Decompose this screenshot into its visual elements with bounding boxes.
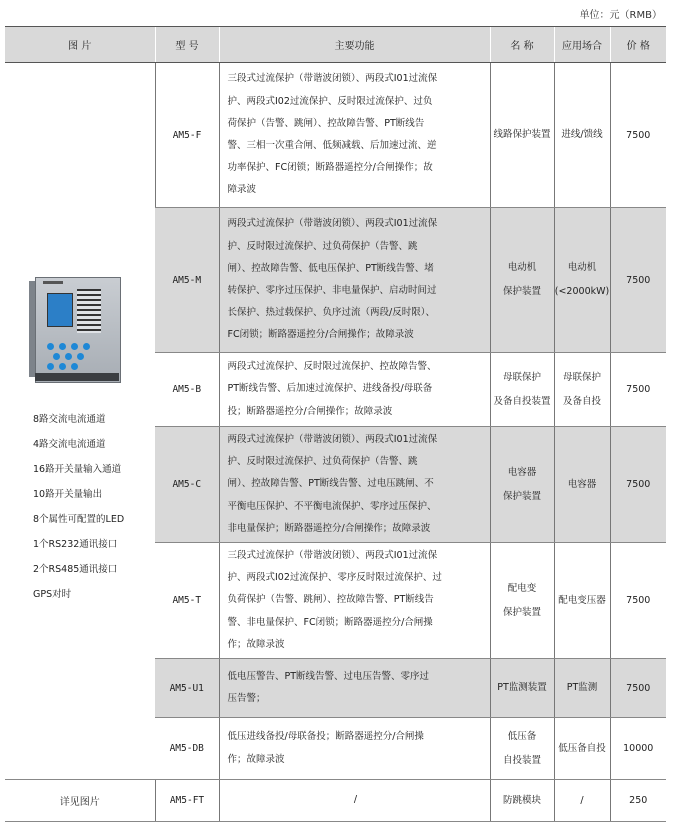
function-line: 负荷保护（告警、跳闸）、控故障告警、PT断线告 bbox=[227, 594, 434, 606]
application-line: 母联保护 bbox=[562, 371, 601, 383]
function-cell bbox=[219, 63, 490, 208]
function-line: 两段式过流保护（带谐波闭锁）、两段式I01过流保 bbox=[227, 218, 438, 230]
application-cell bbox=[554, 780, 610, 822]
model-cell: AM5-B bbox=[155, 353, 219, 427]
name-line: 低压备 bbox=[507, 730, 537, 742]
function-line: 警、三相一次重合闸、低频减载、后加速过流、逆 bbox=[227, 140, 437, 151]
function-line: 三段式过流保护（带谐波闭锁）、两段式I01过流保 bbox=[227, 550, 438, 562]
feature-item: GPS对时 bbox=[33, 589, 72, 600]
price-cell: 10000 bbox=[610, 718, 666, 780]
price-cell: 7500 bbox=[610, 427, 666, 543]
function-line: 压告警； bbox=[227, 693, 266, 705]
header-func: 主要功能 bbox=[219, 27, 490, 63]
function-line: 闸）、控故障告警、PT断线告警、过电压跳闸、不 bbox=[227, 478, 434, 490]
name-line: 保护装置 bbox=[502, 490, 541, 502]
function-line: / bbox=[353, 794, 358, 806]
function-line: 非电量保护；断路器遥控分/合闸操作；故障录波 bbox=[227, 522, 431, 534]
function-line: 作；故障录波 bbox=[227, 638, 285, 650]
price-cell: 7500 bbox=[610, 659, 666, 718]
price-cell: 250 bbox=[610, 780, 666, 822]
function-line: 长保护、热过载保护、负序过流（两段/反时限）、 bbox=[227, 307, 435, 319]
application-line: PT监测 bbox=[566, 682, 598, 694]
header-name: 名 称 bbox=[490, 27, 554, 63]
application-line: 进线/馈线 bbox=[561, 129, 603, 140]
function-line: 障录波 bbox=[227, 184, 257, 196]
model-cell: AM5-FT bbox=[155, 780, 219, 822]
feature-item: 8个属性可配置的LED bbox=[33, 514, 125, 525]
price-cell: 7500 bbox=[610, 63, 666, 208]
function-line: PT断线告警、后加速过流保护、进线备投/母联备 bbox=[227, 383, 433, 395]
function-cell bbox=[219, 353, 490, 427]
application-cell bbox=[554, 543, 610, 659]
function-line: 投；断路器遥控分/合闸操作；故障录波 bbox=[227, 405, 393, 417]
name-line: 及备自投装置 bbox=[493, 395, 551, 407]
function-line: 护、两段式I02过流保护、反时限过流保护、过负 bbox=[227, 95, 433, 107]
function-cell bbox=[219, 718, 490, 780]
function-line: 低压进线备投/母联备投；断路器遥控分/合闸操 bbox=[227, 731, 424, 743]
model-cell: AM5-U1 bbox=[155, 659, 219, 718]
price-cell: 7500 bbox=[610, 543, 666, 659]
function-cell bbox=[219, 780, 490, 822]
header-price: 价 格 bbox=[610, 27, 666, 63]
unit-label: 单位：元（RMB） bbox=[579, 10, 662, 21]
name-cell bbox=[490, 659, 554, 718]
function-line: 功率保护、FC闭锁；断路器遥控分/合闸操作；故 bbox=[227, 162, 433, 174]
function-line: 两段式过流保护、反时限过流保护、控故障告警、 bbox=[227, 361, 437, 373]
function-cell bbox=[219, 543, 490, 659]
application-line: 及备自投 bbox=[562, 395, 601, 407]
feature-list bbox=[33, 407, 155, 607]
model-cell: AM5-DB bbox=[155, 718, 219, 780]
application-line: 配电变压器 bbox=[558, 594, 606, 606]
header-app: 应用场合 bbox=[554, 27, 610, 63]
name-cell bbox=[490, 427, 554, 543]
header-model: 型 号 bbox=[155, 27, 219, 63]
table-row bbox=[5, 780, 666, 822]
application-cell bbox=[554, 718, 610, 780]
name-line: 配电变 bbox=[507, 582, 537, 594]
name-line: PT监测装置 bbox=[497, 682, 547, 694]
application-line: 低压备自投 bbox=[558, 742, 606, 754]
name-cell bbox=[490, 780, 554, 822]
name-line: 线路保护装置 bbox=[493, 129, 551, 140]
feature-item: 10路开关量输出 bbox=[33, 489, 103, 500]
name-line: 电容器 bbox=[507, 466, 537, 478]
feature-item: 8路交流电流通道 bbox=[33, 414, 106, 425]
detail-label: 详见图片 bbox=[5, 780, 155, 822]
product-picture-cell bbox=[5, 63, 155, 780]
function-cell bbox=[219, 659, 490, 718]
function-line: 两段式过流保护（带谐波闭锁）、两段式I01过流保 bbox=[227, 434, 438, 445]
function-cell bbox=[219, 427, 490, 543]
name-line: 自投装置 bbox=[502, 754, 541, 766]
name-line: 保护装置 bbox=[502, 606, 541, 618]
feature-item: 1个RS232通讯接口 bbox=[33, 539, 118, 550]
name-cell bbox=[490, 353, 554, 427]
application-cell bbox=[554, 208, 610, 353]
name-cell bbox=[490, 543, 554, 659]
name-line: 防跳模块 bbox=[502, 794, 541, 806]
function-line: 低电压警告、PT断线告警、过电压告警、零序过 bbox=[227, 670, 430, 682]
feature-item: 16路开关量输入通道 bbox=[33, 464, 122, 475]
model-cell: AM5-F bbox=[155, 63, 219, 208]
model-cell: AM5-C bbox=[155, 427, 219, 543]
name-cell bbox=[490, 63, 554, 208]
header-pic: 图 片 bbox=[5, 27, 155, 63]
function-line: 作；故障录波 bbox=[227, 753, 285, 765]
function-line: 平衡电压保护、不平衡电流保护、零序过压保护、 bbox=[227, 500, 437, 512]
application-cell bbox=[554, 659, 610, 718]
table-row bbox=[5, 63, 666, 208]
price-table bbox=[5, 26, 666, 822]
name-line: 母联保护 bbox=[502, 371, 541, 383]
application-cell bbox=[554, 63, 610, 208]
relay-device-image bbox=[29, 273, 127, 383]
price-cell: 7500 bbox=[610, 353, 666, 427]
model-cell: AM5-M bbox=[155, 208, 219, 353]
function-line: 护、反时限过流保护、过负荷保护（告警、跳 bbox=[227, 240, 418, 252]
table-header bbox=[5, 27, 666, 63]
function-line: 护、反时限过流保护、过负荷保护（告警、跳 bbox=[227, 456, 418, 468]
function-line: FC闭锁；断路器遥控分/合闸操作；故障录波 bbox=[227, 329, 414, 341]
price-cell: 7500 bbox=[610, 208, 666, 353]
function-line: 闸）、控故障告警、低电压保护、PT断线告警、堵 bbox=[227, 262, 434, 274]
function-line: 护、两段式I02过流保护、零序反时限过流保护、过 bbox=[227, 572, 442, 584]
model-cell: AM5-T bbox=[155, 543, 219, 659]
name-line: 电动机 bbox=[507, 262, 537, 273]
function-line: 三段式过流保护（带谐波闭锁）、两段式I01过流保 bbox=[227, 73, 438, 85]
feature-item: 4路交流电流通道 bbox=[33, 439, 106, 450]
function-line: 荷保护（告警、跳闸）、控故障告警、PT断线告 bbox=[227, 117, 425, 129]
function-cell bbox=[219, 208, 490, 353]
application-line: (<2000kW) bbox=[554, 286, 610, 297]
application-line: 电容器 bbox=[567, 478, 597, 490]
application-line: 电动机 bbox=[567, 262, 597, 273]
application-line: / bbox=[580, 794, 584, 806]
name-line: 保护装置 bbox=[502, 286, 541, 297]
name-cell bbox=[490, 718, 554, 780]
application-cell bbox=[554, 427, 610, 543]
function-line: 警、非电量保护、FC闭锁；断路器遥控分/合闸操 bbox=[227, 616, 433, 628]
name-cell bbox=[490, 208, 554, 353]
application-cell bbox=[554, 353, 610, 427]
feature-item: 2个RS485通讯接口 bbox=[33, 564, 118, 575]
function-line: 转保护、零序过压保护、非电量保护、启动时间过 bbox=[227, 285, 437, 296]
